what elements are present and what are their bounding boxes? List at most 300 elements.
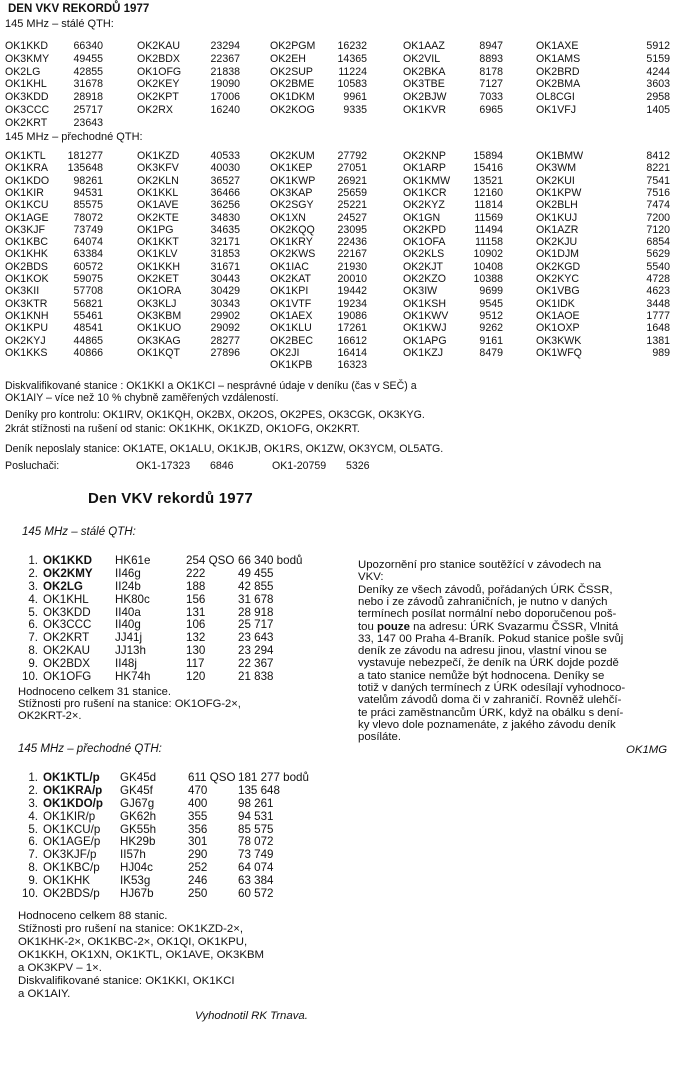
prech-entry-call: OK2KET xyxy=(137,273,179,285)
prech-rank-points: 73 749 xyxy=(238,848,274,862)
prech-entry-score: 10408 xyxy=(473,260,503,273)
stale-entry-call: OK1VFJ xyxy=(536,104,577,116)
prech-entry-call: OK1KKT xyxy=(137,236,179,249)
prech-rank-points: 63 384 xyxy=(238,874,274,888)
prech-entry-call: OK1KEP xyxy=(270,162,313,175)
prech-entry-score: 8412 xyxy=(646,150,670,162)
stale-entry-score: 7127 xyxy=(479,78,503,91)
prech-entry-score: 1648 xyxy=(646,322,670,335)
prech-entry-call: OK2SGY xyxy=(270,199,314,212)
prech-entry-call: OK2KUM xyxy=(270,150,315,162)
prech-entry-call: OK1KWV xyxy=(403,309,449,322)
prech-rank-locator: HJ04c xyxy=(120,861,153,875)
prech-rank-callsign: OK1KIR/p xyxy=(43,809,96,823)
stale-entry-score: 7033 xyxy=(479,91,503,104)
notice-line: nebo i ze závodů zahraničních, je nutno v daných xyxy=(358,595,608,608)
prech-rank-rank: 3. xyxy=(28,796,38,810)
stale-rank-row xyxy=(22,594,352,607)
stale-rank-rank: 3. xyxy=(28,579,38,593)
stale-rank-callsign: OK2KAU xyxy=(43,644,91,658)
prech-entry-call: OK1KDO xyxy=(5,174,50,187)
prech-entry-call: OK1GN xyxy=(403,211,441,224)
stale-rank-locator: JJ41j xyxy=(115,631,143,645)
stale-rank-locator: JJ13h xyxy=(115,644,146,658)
prech-entry-call: OK1OFA xyxy=(403,236,446,249)
prech-entry-score: 25221 xyxy=(337,199,367,212)
stale-entry-call: OK2KPT xyxy=(137,91,179,104)
prech-entry-call: OK1KHK xyxy=(5,248,48,261)
prech-rank-callsign: OK1KDO/p xyxy=(43,796,103,810)
prech-entry-score: 11814 xyxy=(474,199,503,212)
prech-entry-call: OK1KRA xyxy=(5,162,48,175)
stale-rank-callsign: OK2KMY xyxy=(43,566,93,580)
prech-entry-score: 32171 xyxy=(210,236,240,249)
prech-entry-score: 16414 xyxy=(337,346,367,359)
prech-entry-call: OK2KZO xyxy=(403,273,446,285)
prech-rank-row xyxy=(22,785,352,798)
prech-entry-score: 40030 xyxy=(210,162,240,175)
prech-entry-call: OK2KGD xyxy=(536,260,581,273)
prech-entry-score: 20010 xyxy=(337,273,367,285)
prech-entry-score: 3448 xyxy=(646,297,670,310)
stale-entry-call: OK3TBE xyxy=(403,78,445,91)
prech-entry-score: 30443 xyxy=(210,273,240,285)
prech-entry-score: 9545 xyxy=(479,297,503,310)
prech-entry-call: OK1AOE xyxy=(536,309,580,322)
prech-entry-call: OK1DJM xyxy=(536,248,579,261)
prech-rank-points: 85 575 xyxy=(238,822,274,836)
stale-rank-callsign: OK2LG xyxy=(43,579,83,593)
notice-line: totiž v daných termínech z ÚRK odesílají vyhodnoco- xyxy=(358,682,626,694)
prech-rank-rank: 6. xyxy=(28,835,38,849)
notice-line: 33, 147 00 Praha 4-Braník. Pokud stanice pošle svůj xyxy=(358,632,624,645)
top-stale-header: 145 MHz – stálé QTH: xyxy=(5,18,114,30)
prech-entry-call: OK2KJU xyxy=(536,236,578,249)
prech-entry-score: 19234 xyxy=(337,297,367,310)
stale-entry-score: 16240 xyxy=(210,104,240,116)
prech-entry-score: 34830 xyxy=(210,211,240,224)
prech-entry-score: 36527 xyxy=(210,174,240,187)
bottom-prech-note-7: a OK1AIY. xyxy=(18,988,71,1000)
notice-line: tou pouze na adresu: ÚRK Svazarmu ČSSR, Vlnitá xyxy=(358,620,619,633)
stale-rank-callsign: OK1KKD xyxy=(43,554,92,567)
stale-rank-row xyxy=(22,671,352,684)
stale-rank-qso: 132 xyxy=(186,631,206,645)
prech-entry-call: OK1VBG xyxy=(536,285,580,298)
stale-entry-call: OK2KEY xyxy=(137,78,180,91)
bottom-prech-ranking xyxy=(22,772,352,901)
stale-rank-locator: II40a xyxy=(115,605,141,619)
stale-entry-call: OK1AAZ xyxy=(403,40,445,52)
prech-rank-qso: 470 xyxy=(188,783,208,797)
stale-entry-score: 8178 xyxy=(479,65,503,78)
prech-entry-score: 30343 xyxy=(210,297,240,310)
notice-line: termínech posílat normální nebo doporučenou poš- xyxy=(358,608,617,621)
prech-entry-call: OK2KUI xyxy=(536,174,575,187)
prech-entry-call: OK3KAP xyxy=(270,186,313,199)
prech-rank-callsign: OK1KTL/p xyxy=(43,771,100,784)
bottom-signature: Vyhodnotil RK Trnava. xyxy=(195,1010,308,1022)
stale-rank-rank: 10. xyxy=(22,670,39,684)
prech-rank-points: 181 277 bodů xyxy=(238,771,309,784)
prech-entry-score: 36466 xyxy=(210,186,240,199)
stale-rank-row xyxy=(22,581,352,594)
prech-entry-score: 19442 xyxy=(337,285,367,298)
prech-entry-score: 48541 xyxy=(73,322,103,335)
stale-entry-score: 42855 xyxy=(73,65,103,78)
prech-entry-call: OK1AEX xyxy=(270,309,313,322)
stale-entry-call: OK2LG xyxy=(5,65,41,78)
bottom-stale-header: 145 MHz – stálé QTH: xyxy=(22,526,136,538)
prech-entry-call: OK2KYC xyxy=(536,273,579,285)
prech-entry-call: OK1KBC xyxy=(5,236,48,249)
prech-rank-row xyxy=(22,772,352,785)
prech-entry-call: OK1KOK xyxy=(5,273,49,285)
prech-entry-call: OK2KWS xyxy=(270,248,316,261)
prech-rank-locator: HK29b xyxy=(120,835,156,849)
prech-rank-locator: II57h xyxy=(120,848,146,862)
stale-entry-call: OK2EH xyxy=(270,52,306,65)
stale-rank-callsign: OK1KHL xyxy=(43,592,89,606)
stale-entry-score: 66340 xyxy=(73,40,103,52)
stale-entry-call: OK1AMS xyxy=(536,52,581,65)
prech-entry-call: OK1KPW xyxy=(536,186,582,199)
prech-entry-call: OK1APG xyxy=(403,334,447,347)
stale-entry-call: OK2VIL xyxy=(403,52,441,65)
prech-entry-call: OK2KQQ xyxy=(270,223,315,236)
prech-entry-call: OK1IAC xyxy=(270,260,309,273)
stale-rank-row xyxy=(22,568,352,581)
prech-entry-score: 19086 xyxy=(337,309,367,322)
top-stale-table xyxy=(5,40,675,130)
prech-entry-call: OK1AVE xyxy=(137,199,179,212)
prech-entry-score: 15894 xyxy=(473,150,503,162)
notice-line: vatelům závodů doma či v zahraničí. Rovněž ulehčí- xyxy=(358,694,622,707)
top-posluchaci-label: Posluchači: xyxy=(5,460,60,472)
prech-entry-score: 22167 xyxy=(337,248,367,261)
stale-entry-call: OK2BKA xyxy=(403,65,446,78)
stale-rank-points: 42 855 xyxy=(238,579,274,593)
stale-rank-qso: 188 xyxy=(186,579,206,593)
prech-entry-score: 4728 xyxy=(646,273,670,285)
prech-entry-call: OK3KFV xyxy=(137,162,179,175)
prech-entry-score: 22436 xyxy=(337,236,367,249)
notice-line: Upozornění pro stanice soutěžící v závodech na xyxy=(358,559,602,571)
prech-entry-call: OK3KLJ xyxy=(137,297,177,310)
prech-entry-call: OK3KWK xyxy=(536,334,582,347)
prech-entry-call: OK1KCU xyxy=(5,199,49,212)
prech-entry-score: 56821 xyxy=(73,297,103,310)
prech-entry-call: OK1ARP xyxy=(403,162,446,175)
prech-entry-call: OK1KZJ xyxy=(403,346,444,359)
stale-entry-call: OK3KMY xyxy=(5,52,50,65)
stale-rank-points: 23 643 xyxy=(238,631,274,645)
prech-entry-call: OK1ORA xyxy=(137,285,182,298)
stale-entry-score: 14365 xyxy=(337,52,367,65)
prech-entry-call: OK1VTF xyxy=(270,297,312,310)
stale-rank-callsign: OK3CCC xyxy=(43,618,92,632)
prech-entry-call: OK2KYZ xyxy=(403,199,445,212)
stale-entry-score: 22367 xyxy=(210,52,240,65)
prech-entry-score: 135648 xyxy=(67,162,103,175)
stale-rank-qso: 117 xyxy=(186,657,205,671)
stale-entry-call: OL8CGI xyxy=(536,91,575,104)
prech-entry-score: 11569 xyxy=(474,211,503,224)
stale-entry-score: 16232 xyxy=(337,40,367,52)
prech-entry-score: 11158 xyxy=(475,236,503,249)
stale-entry-call: OK2BRD xyxy=(536,65,580,78)
prech-entry-call: OK3KTR xyxy=(5,297,48,310)
prech-entry-call: OK1BMW xyxy=(536,150,584,162)
top-prech-table xyxy=(5,150,675,376)
prech-entry-score: 94531 xyxy=(73,186,103,199)
top-posluchaci-score-1: 6846 xyxy=(210,460,234,472)
stale-rank-rank: 1. xyxy=(28,554,38,567)
stale-entry-score: 9335 xyxy=(343,104,367,116)
stale-entry-call: OK3KDD xyxy=(5,91,49,104)
stale-entry-call: OK1KVR xyxy=(403,104,446,116)
prech-entry-score: 1777 xyxy=(646,309,670,322)
prech-entry-score: 27792 xyxy=(337,150,367,162)
prech-entry-call: OK2KLN xyxy=(137,174,179,187)
stale-entry-score: 23643 xyxy=(73,116,103,129)
stale-entry-call: OK2KAU xyxy=(137,40,180,52)
prech-rank-locator: GK55h xyxy=(120,822,157,836)
prech-entry-score: 27896 xyxy=(210,346,240,359)
stale-rank-rank: 8. xyxy=(28,644,38,658)
prech-rank-qso: 301 xyxy=(188,835,208,849)
prech-entry-score: 29092 xyxy=(210,322,240,335)
stale-entry-score: 28918 xyxy=(73,91,103,104)
prech-entry-score: 181277 xyxy=(67,150,103,162)
prech-rank-rank: 1. xyxy=(28,771,38,784)
prech-entry-score: 44865 xyxy=(73,334,103,347)
prech-rank-points: 135 648 xyxy=(238,783,280,797)
stale-rank-qso: 130 xyxy=(186,644,206,658)
prech-rank-callsign: OK1AGE/p xyxy=(43,835,101,849)
stale-rank-qso: 254 QSO xyxy=(186,554,235,567)
prech-entry-score: 27051 xyxy=(337,162,367,175)
bottom-prech-note-2: Stížnosti pro rušení na stanice: OK1KZD-2×, xyxy=(18,923,244,935)
stale-rank-locator: II40g xyxy=(115,618,141,632)
prech-entry-score: 40866 xyxy=(73,346,103,359)
prech-entry-call: OK1KSH xyxy=(403,297,446,310)
prech-entry-call: OK1KKH xyxy=(137,260,180,273)
bottom-title: Den VKV rekordů 1977 xyxy=(88,490,253,507)
prech-entry-call: OK1KKL xyxy=(137,186,179,199)
prech-entry-call: OK1KMW xyxy=(403,174,451,187)
stale-rank-rank: 9. xyxy=(28,657,38,671)
prech-entry-score: 13521 xyxy=(473,174,503,187)
prech-rank-qso: 290 xyxy=(188,848,208,862)
prech-entry-score: 16612 xyxy=(337,334,367,347)
prech-rank-rank: 9. xyxy=(28,874,38,888)
prech-rank-callsign: OK1KBC/p xyxy=(43,861,100,875)
prech-rank-points: 64 074 xyxy=(238,861,274,875)
top-note-2: OK1AIY – více než 10 % chybně zaměřených vzdáleností. xyxy=(5,392,279,404)
prech-entry-score: 5540 xyxy=(646,260,670,273)
stale-rank-rank: 5. xyxy=(28,605,38,619)
prech-entry-call: OK1OXP xyxy=(536,322,580,335)
prech-entry-score: 10902 xyxy=(473,248,503,261)
prech-entry-call: OK1IDK xyxy=(536,297,575,310)
prech-entry-score: 23095 xyxy=(337,223,367,236)
notice-signature: OK1MG xyxy=(626,744,668,756)
stale-rank-callsign: OK3KDD xyxy=(43,605,91,619)
prech-entry-call: OK1AZR xyxy=(536,223,579,236)
prech-entry-score: 17261 xyxy=(337,322,367,335)
prech-entry-score: 21930 xyxy=(337,260,367,273)
prech-rank-locator: GK62h xyxy=(120,809,157,823)
prech-rank-locator: GK45f xyxy=(120,783,153,797)
stale-entry-score: 31678 xyxy=(73,78,103,91)
bottom-stale-ranking xyxy=(22,555,352,684)
prech-entry-score: 10388 xyxy=(473,273,503,285)
prech-entry-score: 59075 xyxy=(73,273,103,285)
bottom-stale-note-3: OK2KRT-2×. xyxy=(18,710,82,722)
prech-rank-rank: 8. xyxy=(28,861,38,875)
prech-entry-call: OK1PG xyxy=(137,223,174,236)
prech-rank-rank: 10. xyxy=(22,887,39,901)
prech-entry-call: OK1KUO xyxy=(137,322,182,335)
prech-entry-call: OK1KQT xyxy=(137,346,180,359)
prech-rank-callsign: OK1KRA/p xyxy=(43,783,103,797)
prech-rank-callsign: OK1KHK xyxy=(43,874,91,888)
prech-entry-score: 9161 xyxy=(479,334,503,347)
stale-rank-qso: 131 xyxy=(186,605,206,619)
stale-entry-call: OK2SUP xyxy=(270,65,313,78)
prech-entry-score: 9512 xyxy=(479,309,503,322)
prech-rank-rank: 5. xyxy=(28,822,38,836)
prech-entry-score: 28277 xyxy=(210,334,240,347)
bottom-stale-note-1: Hodnoceno celkem 31 stanice. xyxy=(18,686,171,698)
prech-entry-score: 1381 xyxy=(646,334,670,347)
prech-entry-score: 11494 xyxy=(474,223,503,236)
stale-entry-score: 9961 xyxy=(343,91,367,104)
prech-rank-rank: 7. xyxy=(28,848,38,862)
notice-line: vystavuje nebezpečí, že deník na ÚRK dojde pozdě xyxy=(358,657,619,670)
prech-entry-call: OK3KII xyxy=(5,285,40,298)
prech-entry-score: 29902 xyxy=(210,309,240,322)
notice-line: posíláte. xyxy=(358,731,402,744)
stale-rank-locator: HK61e xyxy=(115,554,151,567)
stale-entry-call: OK2KRT xyxy=(5,116,48,129)
bottom-prech-header: 145 MHz – přechodné QTH: xyxy=(18,743,162,755)
prech-entry-call: OK3KAG xyxy=(137,334,181,347)
stale-rank-locator: II46g xyxy=(115,566,141,580)
prech-entry-score: 85575 xyxy=(73,199,103,212)
bottom-stale-note-2: Stížnosti pro rušení na stanice: OK1OFG-2×, xyxy=(18,698,241,710)
prech-entry-call: OK3KJF xyxy=(5,223,46,236)
stale-entry-call: OK1DKM xyxy=(270,91,315,104)
prech-entry-call: OK1WFQ xyxy=(536,346,582,359)
prech-entry-call: OK2KPD xyxy=(403,223,446,236)
prech-entry-call: OK3WM xyxy=(536,162,577,175)
prech-entry-score: 34635 xyxy=(210,223,240,236)
stale-entry-call: OK1KKD xyxy=(5,40,48,52)
prech-entry-call: OK2BDS xyxy=(5,260,48,273)
prech-rank-rank: 2. xyxy=(28,783,38,797)
prech-entry-score: 8479 xyxy=(479,346,503,359)
prech-entry-score: 7516 xyxy=(646,186,670,199)
prech-rank-callsign: OK1KCU/p xyxy=(43,822,101,836)
prech-rank-rank: 4. xyxy=(28,809,38,823)
prech-entry-score: 5629 xyxy=(646,248,670,261)
top-note-5: Deník neposlaly stanice: OK1ATE, OK1ALU, OK1KJB, OK1RS, OK1ZW, OK3YCM, OL5ATG. xyxy=(5,443,444,455)
prech-entry-score: 63384 xyxy=(73,248,103,261)
stale-rank-rank: 2. xyxy=(28,566,38,580)
prech-entry-score: 7200 xyxy=(646,211,670,224)
prech-rank-qso: 250 xyxy=(188,887,208,901)
bottom-prech-note-5: a OK3KPV – 1×. xyxy=(18,962,102,974)
prech-entry-score: 25659 xyxy=(337,186,367,199)
stale-rank-callsign: OK2KRT xyxy=(43,631,90,645)
stale-rank-rank: 6. xyxy=(28,618,38,632)
stale-entry-score: 8893 xyxy=(479,52,503,65)
stale-rank-points: 25 717 xyxy=(238,618,274,632)
prech-rank-locator: GK45d xyxy=(120,771,157,784)
notice-line: deník ze závodu na adresu jinou, vlastní vinou se xyxy=(358,645,607,658)
prech-entry-score: 7120 xyxy=(646,223,670,236)
prech-rank-locator: GJ67g xyxy=(120,796,155,810)
stale-entry-score: 4244 xyxy=(646,65,670,78)
top-note-4: 2krát stížnosti na rušení od stanic: OK1KHK, OK1KZD, OK1OFG, OK2KRT. xyxy=(5,423,360,435)
prech-rank-points: 60 572 xyxy=(238,887,274,901)
notice-line: te práci zaměstnancům ÚRK, když na obálku s dení- xyxy=(358,706,624,719)
stale-rank-points: 23 294 xyxy=(238,644,274,658)
stale-entry-score: 8947 xyxy=(479,40,503,52)
prech-entry-score: 57708 xyxy=(73,285,103,298)
stale-rank-points: 21 838 xyxy=(238,670,274,684)
stale-entry-call: OK1AXE xyxy=(536,40,579,52)
prech-entry-call: OK1XN xyxy=(270,211,306,224)
prech-rank-row xyxy=(22,811,352,824)
prech-entry-score: 6854 xyxy=(646,236,670,249)
prech-entry-score: 78072 xyxy=(73,211,103,224)
prech-entry-score: 16323 xyxy=(337,359,367,372)
top-prech-header: 145 MHz – přechodné QTH: xyxy=(5,131,143,143)
prech-rank-qso: 246 xyxy=(188,874,208,888)
bottom-prech-note-1: Hodnoceno celkem 88 stanic. xyxy=(18,910,168,922)
prech-entry-call: OK1KLV xyxy=(137,248,178,261)
stale-rank-points: 31 678 xyxy=(238,592,274,606)
prech-entry-call: OK1KRY xyxy=(270,236,313,249)
stale-entry-score: 21838 xyxy=(210,65,240,78)
stale-rank-qso: 156 xyxy=(186,592,206,606)
prech-entry-call: OK1KUJ xyxy=(536,211,578,224)
top-posluchaci-call-2: OK1-20759 xyxy=(272,460,327,472)
prech-entry-call: OK3KBM xyxy=(137,309,182,322)
stale-entry-score: 6965 xyxy=(479,104,503,116)
bottom-prech-note-6: Diskvalifikované stanice: OK1KKI, OK1KCI xyxy=(18,975,235,987)
prech-entry-call: OK2KAT xyxy=(270,273,312,285)
stale-rank-row xyxy=(22,555,352,568)
notice-line: ky vlevo dole poznamenáte, z jakého závodu deník xyxy=(358,718,616,731)
stale-entry-score: 17006 xyxy=(210,91,240,104)
stale-rank-points: 28 918 xyxy=(238,605,274,619)
notice-line: a tato stanice nemůže být hodnocena. Deníky se xyxy=(358,669,605,682)
stale-entry-call: OK2RX xyxy=(137,104,173,116)
stale-rank-rank: 4. xyxy=(28,592,38,606)
prech-entry-score: 9699 xyxy=(479,285,503,298)
stale-entry-score: 25717 xyxy=(73,104,103,116)
stale-rank-locator: II48j xyxy=(115,657,137,671)
prech-entry-call: OK1KNH xyxy=(5,309,49,322)
prech-entry-call: OK2KNP xyxy=(403,150,446,162)
stale-rank-locator: HK74h xyxy=(115,670,151,684)
prech-entry-call: OK1KPB xyxy=(270,359,313,372)
stale-entry-call: OK1OFG xyxy=(137,65,182,78)
